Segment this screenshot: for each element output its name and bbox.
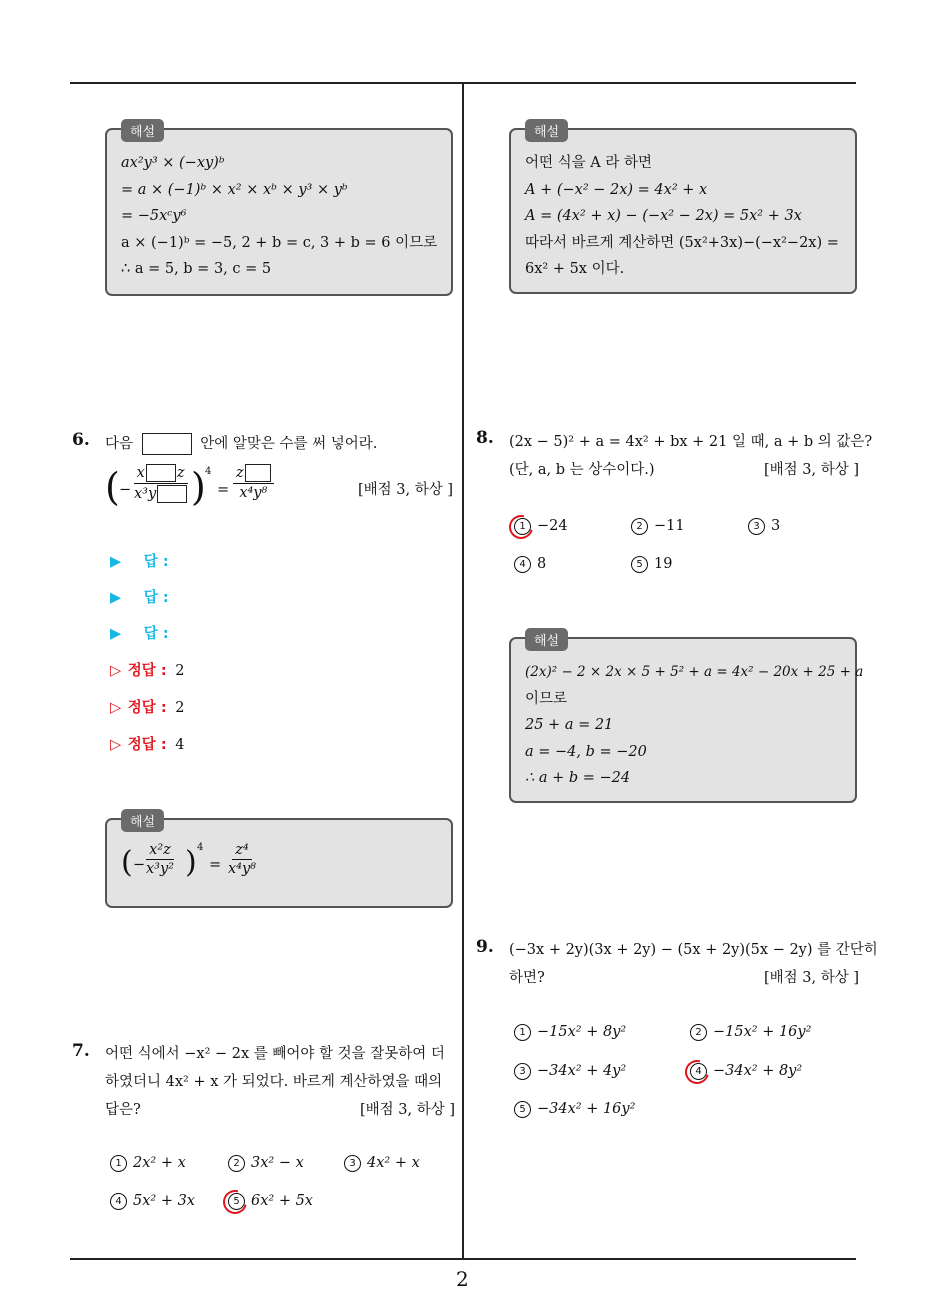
formula-rhs-denominator: x⁴y⁸ [228,861,256,877]
formula-rhs-fraction [225,842,259,877]
formula-minus: − [133,857,146,873]
solution-formula: ( − $\frac{\text{x²z}}{\text{x³y²}}$ ) 4 = $\frac{\text{z⁴}}{\text{x⁴y⁸}}$ [121,840,437,890]
formula-right-paren: ) [191,465,206,509]
option-q7-5[interactable]: 5 6x² + 5x [228,1193,313,1210]
formula-equals: = [209,857,222,873]
formula-lhs-numerator: x²z [146,842,174,860]
circled-number-icon: 4 [514,556,531,573]
option-q9-2[interactable]: 2 −15x² + 16y² [690,1024,811,1041]
solution-line: 6x² + 5x 이다. [525,261,625,277]
option-q7-1[interactable]: 1 2x² + x [110,1155,186,1172]
question-8 [509,428,873,484]
solution-tag: 해설 [525,119,568,142]
numerator-blank-box [146,464,176,482]
question-6-prompt [105,430,453,458]
answer-mark-circle-icon [505,511,538,544]
answer-line-3 [110,622,169,643]
circled-number-icon: 3 [344,1155,361,1172]
bottom-rule [70,1258,856,1260]
correct-answer-line-3 [110,733,184,754]
circled-number-icon: 2 [228,1155,245,1172]
correct-answer-line-2 [110,696,184,717]
answer-label: 답 : [143,554,169,570]
question-8-line: (2x − 5)² + a = 4x² + bx + 21 일 때, a + b 의 값은? [509,434,873,450]
circled-number-icon: 1 [110,1155,127,1172]
question-9-line: (−3x + 2y)(3x + 2y) − (5x + 2y)(5x − 2y) 를 간단히 [509,942,878,958]
correct-answer-label: 정답 : [127,663,167,679]
solution-line: = a × (−1)ᵇ × x² × xᵇ × y³ × yᵇ [121,181,348,198]
hollow-arrow-icon: ▷ [110,700,122,716]
formula-lhs-fraction [131,464,190,503]
solution-box-q7 [509,125,857,294]
formula-left-paren: ( [105,465,120,509]
question-6-text-after: 안에 알맞은 수를 써 넣어라. [200,436,378,452]
option-q8-3[interactable]: 3 3 [748,518,780,535]
solution-line: ∴ a + b = −24 [525,770,631,786]
hollow-arrow-icon: ▷ [110,663,122,679]
circled-number-icon: 1 [514,518,531,535]
question-number-7: 7. [72,1041,90,1061]
option-q9-5[interactable]: 5 −34x² + 16y² [514,1101,635,1118]
hollow-arrow-icon: ▷ [110,737,122,753]
question-7-line: 어떤 식에서 −x² − 2x 를 빼어야 할 것을 잘못하여 더 [105,1046,445,1062]
question-6 [105,430,453,530]
solution-line: 이므로 [525,690,568,707]
circled-number-icon: 5 [631,556,648,573]
answer-line-1 [110,550,169,571]
correct-answer-value: 2 [175,663,185,679]
option-q8-1[interactable]: 1 −24 [514,518,568,535]
option-q7-4[interactable]: 4 5x² + 3x [110,1193,195,1210]
option-q7-2[interactable]: 2 3x² − x [228,1155,304,1172]
formula-rhs-numerator: z⁴ [232,842,251,860]
solution-line: 어떤 식을 A 라 하면 [525,155,652,171]
solution-line: (2x)² − 2 × 2x × 5 + 5² + a = 4x² − 20x + 25 + a [525,664,864,680]
question-6-text-before: 다음 [105,436,134,452]
solution-box-q8 [509,634,864,803]
option-q8-5[interactable]: 5 19 [631,556,672,573]
solution-box-q6 [105,815,453,908]
page-number: 2 [456,1267,469,1291]
correct-answer-value: 4 [175,737,185,753]
formula-lhs-denominator: x³y² [146,861,174,877]
question-7-line: 답은? [배점 3, 하상 ] [105,1096,455,1124]
circled-number-icon: 5 [514,1101,531,1118]
solution-line: ∴ a = 5, b = 3, c = 5 [121,261,272,277]
circled-number-icon: 2 [631,518,648,535]
solution-line: = −5xᶜy⁶ [121,208,187,224]
correct-answer-line-1 [110,659,184,680]
answer-label: 답 : [143,590,169,606]
question-9-line: 하면? [배점 3, 하상 ] [509,964,859,992]
solution-line: 25 + a = 21 [525,717,614,733]
answer-line-2 [110,586,169,607]
solution-tag: 해설 [121,809,164,832]
question-7 [105,1040,455,1124]
option-q9-4[interactable]: 4 −34x² + 8y² [690,1063,802,1080]
denominator-blank-box [157,485,187,503]
question-6-meta: [배점 3, 하상 ] [357,482,453,498]
formula-rhs-numerator: z [233,464,274,484]
play-arrow-icon: ▶ [110,626,122,642]
formula-right-paren: ) [185,845,197,880]
solution-line: a = −4, b = −20 [525,743,647,760]
rhs-blank-box [245,464,271,482]
solution-tag: 해설 [121,119,164,142]
correct-answer-value: 2 [175,700,185,716]
option-q8-2[interactable]: 2 −11 [631,518,685,535]
question-8-meta: [배점 3, 하상 ] [763,462,859,478]
correct-answer-label: 정답 : [127,700,167,716]
play-arrow-icon: ▶ [110,554,122,570]
formula-minus: − [119,482,132,498]
option-q8-4[interactable]: 4 8 [514,556,546,573]
question-8-line: (단, a, b 는 상수이다.) [배점 3, 하상 ] [509,456,859,484]
formula-lhs-denominator: x³y [131,484,190,503]
play-arrow-icon: ▶ [110,590,122,606]
circled-number-icon: 1 [514,1024,531,1041]
answer-mark-circle-icon [219,1186,252,1219]
circled-number-icon: 4 [110,1193,127,1210]
question-6-formula: ( − $\frac{\text{x z}}{\text{x³y}}$ ) 4 = $\frac{z}{\text{x⁴y⁸}}$ [배점 3, 하상 ] [105,465,453,509]
formula-rhs-denominator: x⁴y⁸ [239,485,268,501]
formula-left-paren: ( [121,845,133,880]
formula-rhs-fraction [233,464,274,501]
question-number-8: 8. [476,428,494,448]
formula-equals: = [217,482,230,498]
formula-lhs-fraction [143,842,177,877]
solution-line: a × (−1)ᵇ = −5, 2 + b = c, 3 + b = 6 이므로 [121,234,438,251]
formula-lhs-numerator: x z [134,464,188,484]
question-9-meta: [배점 3, 하상 ] [763,970,859,986]
solution-tag: 해설 [525,628,568,651]
circled-number-icon: 3 [748,518,765,535]
circled-number-icon: 4 [690,1063,707,1080]
solution-line: ax²y³ × (−xy)ᵇ [121,155,225,171]
question-7-meta: [배점 3, 하상 ] [359,1102,455,1118]
circled-number-icon: 5 [228,1193,245,1210]
option-q9-1[interactable]: 1 −15x² + 8y² [514,1024,626,1041]
correct-answer-label: 정답 : [127,737,167,753]
column-divider [462,82,464,1259]
option-q7-3[interactable]: 3 4x² + x [344,1155,420,1172]
question-number-6: 6. [72,430,90,450]
solution-line: A = (4x² + x) − (−x² − 2x) = 5x² + 3x [525,208,802,224]
circled-number-icon: 3 [514,1063,531,1080]
question-number-9: 9. [476,937,494,957]
question-9 [509,936,878,992]
solution-box-q5 [105,125,453,296]
answer-label: 답 : [143,626,169,642]
circled-number-icon: 2 [690,1024,707,1041]
answer-mark-circle-icon [681,1056,714,1089]
option-q9-3[interactable]: 3 −34x² + 4y² [514,1063,626,1080]
answer-blank-box [142,433,192,455]
solution-line: A + (−x² − 2x) = 4x² + x [525,181,708,198]
question-7-line: 하였더니 4x² + x 가 되었다. 바르게 계산하였을 때의 [105,1074,443,1090]
solution-line: 따라서 바르게 계산하면 (5x²+3x)−(−x²−2x) = [525,234,839,251]
